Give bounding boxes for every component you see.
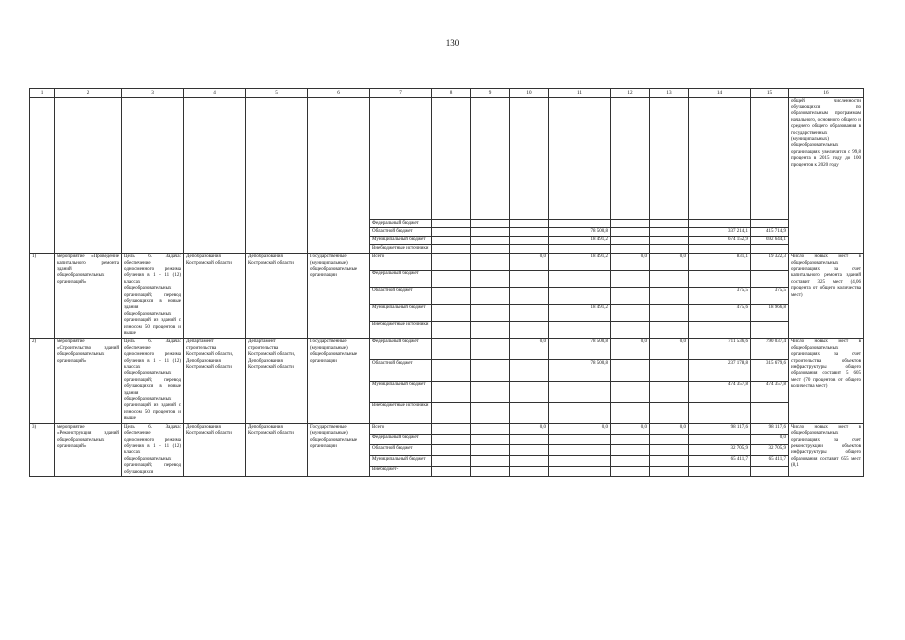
value-cell: 415 714,9: [751, 228, 789, 236]
empty-cell: [184, 98, 246, 254]
value-cell: 790 037,4: [751, 338, 789, 359]
column-number: 5: [246, 89, 308, 98]
row-number: 3): [30, 424, 55, 477]
empty-cell: [471, 98, 510, 220]
empty-cell: [432, 381, 471, 402]
empty-cell: [370, 98, 432, 220]
value-cell: 19 322,3: [751, 253, 789, 270]
value-cell: [510, 287, 549, 304]
empty-cell: [471, 253, 510, 270]
value-cell: [549, 321, 611, 338]
value-cell: 0,0: [751, 434, 789, 445]
column-number: 6: [308, 89, 370, 98]
value-cell: [549, 287, 611, 304]
empty-cell: [471, 360, 510, 381]
value-cell: [650, 445, 689, 456]
table-cell: [510, 245, 549, 253]
page-number: 130: [445, 38, 460, 48]
funding-source: Муниципальный бюджет: [370, 381, 432, 402]
empty-cell: [432, 338, 471, 359]
table-cell: [510, 236, 549, 244]
table-row: [30, 253, 864, 270]
value-cell: [549, 270, 611, 287]
value-cell: 0,0: [549, 424, 611, 435]
value-cell: [510, 321, 549, 338]
empty-cell: [471, 287, 510, 304]
table-cell: [611, 236, 650, 244]
value-cell: 65 411,7: [751, 456, 789, 467]
result-text: Число новых мест в общеобразовательных организациях за счет реконструкции объектов инфраструктуры общего образования составит 655 мест (8,1: [789, 424, 864, 477]
value-cell: 0,0: [611, 424, 650, 435]
value-cell: 474 357,8: [689, 381, 751, 402]
empty-cell: [432, 321, 471, 338]
budget-table: [29, 88, 864, 477]
table-row: [30, 424, 864, 435]
executor-text: Департамент строительства Костромской области, Депобразования Костромской области: [246, 338, 308, 423]
measure-name: мероприятие «Реконструкция зданий общеобразовательных организаций»: [55, 424, 122, 477]
empty-cell: [549, 98, 611, 220]
value-cell: [650, 287, 689, 304]
table-cell: [650, 220, 689, 228]
funding-source: Муниципальный бюджет: [370, 236, 432, 244]
value-cell: [510, 381, 549, 402]
value-cell: [751, 466, 789, 477]
value-cell: 78 500,8: [549, 360, 611, 381]
empty-cell: [432, 360, 471, 381]
row-number: 2): [30, 338, 55, 423]
value-cell: [751, 245, 789, 253]
table-cell: [432, 236, 471, 244]
result-text: общей численности обучающихся по образовательным программам начального, основного общего и среднего общего образования в государственных (муниципальных) общеобразовательных организациях увеличится с 99,8 процента в 2015 году до 100 процентов к 2020 году: [789, 98, 864, 254]
customer-text: Департамент строительства Костромской области, Депобразования Костромской области: [184, 338, 246, 423]
value-cell: [751, 220, 789, 228]
value-cell: [751, 402, 789, 423]
value-cell: [689, 466, 751, 477]
funding-source: Областной бюджет: [370, 445, 432, 456]
empty-cell: [471, 321, 510, 338]
value-cell: [549, 456, 611, 467]
value-cell: [650, 270, 689, 287]
table-cell: [611, 245, 650, 253]
table-cell: [432, 245, 471, 253]
executor-text: Депобразования Костромской области: [246, 424, 308, 477]
column-number-row: [30, 89, 864, 98]
customer-text: Депобразования Костромской области: [184, 253, 246, 338]
column-number: 12: [611, 89, 650, 98]
result-text: Число новых мест в общеобразовательных организациях за счет строительства объектов инфраструктуры общего образования составит 5 605 мест (70 процентов от общего количества мест): [789, 338, 864, 423]
column-number: 3: [122, 89, 184, 98]
value-cell: [611, 456, 650, 467]
value-cell: [650, 434, 689, 445]
value-cell: [611, 381, 650, 402]
empty-cell: [471, 402, 510, 423]
funding-source: Федеральный бюджет: [370, 270, 432, 287]
empty-cell: [471, 456, 510, 467]
empty-cell: [432, 424, 471, 435]
recipient-text: Государственные (муниципальные) общеобразовательные организации: [308, 253, 370, 338]
funding-source: Внебюджетные источники: [370, 245, 432, 253]
value-cell: 0,0: [611, 338, 650, 359]
value-cell: 98 117,6: [751, 424, 789, 435]
value-cell: 674 152,9: [689, 236, 751, 244]
table-cell: [471, 220, 510, 228]
empty-cell: [432, 434, 471, 445]
value-cell: 0,0: [510, 253, 549, 270]
value-cell: 831,1: [689, 253, 751, 270]
empty-cell: [471, 381, 510, 402]
value-cell: [510, 304, 549, 321]
value-cell: 18 491,2: [549, 253, 611, 270]
value-cell: [611, 304, 650, 321]
value-cell: [549, 381, 611, 402]
value-cell: [650, 456, 689, 467]
empty-cell: [471, 304, 510, 321]
value-cell: [689, 270, 751, 287]
column-number: 9: [471, 89, 510, 98]
empty-cell: [122, 98, 184, 254]
value-cell: [689, 434, 751, 445]
empty-cell: [55, 98, 122, 254]
value-cell: 78 500,8: [549, 228, 611, 236]
value-cell: [549, 402, 611, 423]
value-cell: [650, 360, 689, 381]
column-number: 1: [30, 89, 55, 98]
funding-source: Всего: [370, 424, 432, 435]
value-cell: 375,5: [751, 287, 789, 304]
value-cell: [549, 466, 611, 477]
table-cell: [432, 220, 471, 228]
value-cell: 98 117,6: [689, 424, 751, 435]
value-cell: 32 705,9: [689, 445, 751, 456]
value-cell: [611, 434, 650, 445]
table-cell: [471, 236, 510, 244]
table-cell: [432, 228, 471, 236]
value-cell: [510, 402, 549, 423]
value-cell: [510, 445, 549, 456]
empty-cell: [432, 402, 471, 423]
value-cell: [510, 360, 549, 381]
value-cell: 0,0: [650, 253, 689, 270]
empty-cell: [30, 98, 55, 254]
value-cell: 65 411,7: [689, 456, 751, 467]
column-number: 13: [650, 89, 689, 98]
empty-cell: [432, 466, 471, 477]
column-number: 4: [184, 89, 246, 98]
value-cell: [689, 220, 751, 228]
value-cell: [549, 245, 611, 253]
funding-source: Федеральный бюджет: [370, 220, 432, 228]
value-cell: [751, 270, 789, 287]
table-row: [30, 338, 864, 359]
value-cell: [650, 381, 689, 402]
empty-cell: [432, 445, 471, 456]
column-number: 8: [432, 89, 471, 98]
value-cell: 78 500,8: [549, 338, 611, 359]
value-cell: [510, 456, 549, 467]
funding-source: Всего: [370, 253, 432, 270]
value-cell: [689, 321, 751, 338]
column-number: 10: [510, 89, 549, 98]
empty-cell: [246, 98, 308, 254]
empty-cell: [432, 270, 471, 287]
empty-cell: [510, 98, 549, 220]
empty-cell: [471, 434, 510, 445]
value-cell: [510, 434, 549, 445]
column-number: 14: [689, 89, 751, 98]
empty-cell: [432, 253, 471, 270]
value-cell: 0,0: [510, 424, 549, 435]
empty-cell: [471, 466, 510, 477]
funding-source: Внебюджетные источники: [370, 321, 432, 338]
value-cell: [611, 287, 650, 304]
empty-cell: [432, 287, 471, 304]
funding-source: Муниципальный бюджет: [370, 304, 432, 321]
value-cell: [549, 445, 611, 456]
row-number: 1): [30, 253, 55, 338]
column-number: 11: [549, 89, 611, 98]
table-row: [30, 98, 864, 220]
goal-text: Цель 6. Задача: обеспечение односменного режима обучения в 1 - 11 (12) классах общеобразовательных организаций; перевод обучающихся в новые здания общеобразовательных организаций из зданий с износом 50 процентов и выше: [122, 338, 184, 423]
funding-source: Областной бюджет: [370, 287, 432, 304]
value-cell: [549, 220, 611, 228]
recipient-text: Государственные (муниципальные) общеобразовательные организации: [308, 424, 370, 477]
value-cell: 375,5: [689, 287, 751, 304]
value-cell: 711 536,6: [689, 338, 751, 359]
value-cell: [611, 321, 650, 338]
value-cell: [751, 321, 789, 338]
value-cell: 475,6: [689, 304, 751, 321]
value-cell: [650, 321, 689, 338]
recipient-text: Государственные (муниципальные) общеобразовательные организации: [308, 338, 370, 423]
value-cell: [611, 360, 650, 381]
goal-text: Цель 6. Задача: обеспечение односменного режима обучения в 1 - 11 (12) классах общеобразовательных организаций; перевод обучающихся: [122, 424, 184, 477]
empty-cell: [689, 98, 751, 220]
table-cell: [510, 228, 549, 236]
table-cell: [650, 236, 689, 244]
column-number: 15: [751, 89, 789, 98]
empty-cell: [432, 304, 471, 321]
table-cell: [611, 228, 650, 236]
table-cell: [510, 220, 549, 228]
table-cell: [650, 228, 689, 236]
value-cell: [689, 402, 751, 423]
value-cell: 32 705,9: [751, 445, 789, 456]
measure-name: мероприятие «Строительство зданий общеобразовательных организаций»: [55, 338, 122, 423]
value-cell: [510, 270, 549, 287]
value-cell: 18 966,8: [751, 304, 789, 321]
value-cell: 0,0: [510, 338, 549, 359]
column-number: 2: [55, 89, 122, 98]
table-cell: [471, 245, 510, 253]
result-text: Число новых мест в общеобразовательных организациях за счет капитального ремонта зданий составит 325 мест (4,06 процента от общего количества мест): [789, 253, 864, 338]
empty-cell: [471, 338, 510, 359]
funding-source: Федеральный бюджет: [370, 338, 432, 359]
value-cell: 18 491,2: [549, 304, 611, 321]
value-cell: [650, 466, 689, 477]
column-number: 7: [370, 89, 432, 98]
value-cell: [510, 466, 549, 477]
empty-cell: [308, 98, 370, 254]
value-cell: 237 178,8: [689, 360, 751, 381]
empty-cell: [471, 424, 510, 435]
funding-source: Внебюджет-: [370, 466, 432, 477]
table-cell: [471, 228, 510, 236]
value-cell: 0,0: [650, 338, 689, 359]
value-cell: [689, 245, 751, 253]
funding-source: Муниципальный бюджет: [370, 456, 432, 467]
value-cell: 474 357,8: [751, 381, 789, 402]
value-cell: 0,0: [611, 253, 650, 270]
value-cell: 18 491,2: [549, 236, 611, 244]
value-cell: [611, 402, 650, 423]
measure-name: мероприятие «Проведение капитального ремонта зданий общеобразовательных организаций»: [55, 253, 122, 338]
goal-text: Цель 6. Задача: обеспечение односменного режима обучения в 1 - 11 (12) классах общеобразовательных организаций; перевод обучающихся в новые здания общеобразовательных организаций из зданий с износом 50 процентов и выше: [122, 253, 184, 338]
value-cell: 692 644,1: [751, 236, 789, 244]
value-cell: 337 214,1: [689, 228, 751, 236]
value-cell: [549, 434, 611, 445]
empty-cell: [611, 98, 650, 220]
value-cell: [650, 304, 689, 321]
empty-cell: [650, 98, 689, 220]
empty-cell: [432, 456, 471, 467]
value-cell: [611, 466, 650, 477]
funding-source: Федеральный бюджет: [370, 434, 432, 445]
empty-cell: [432, 98, 471, 220]
value-cell: [611, 270, 650, 287]
table-cell: [611, 220, 650, 228]
value-cell: [650, 402, 689, 423]
funding-source: Внебюджетные источники: [370, 402, 432, 423]
value-cell: 0,0: [650, 424, 689, 435]
executor-text: Депобразования Костромской области: [246, 253, 308, 338]
empty-cell: [751, 98, 789, 220]
funding-source: Областной бюджет: [370, 360, 432, 381]
funding-source: Областной бюджет: [370, 228, 432, 236]
table-cell: [650, 245, 689, 253]
empty-cell: [471, 445, 510, 456]
customer-text: Депобразования Костромской области: [184, 424, 246, 477]
value-cell: 315 679,6: [751, 360, 789, 381]
value-cell: [611, 445, 650, 456]
column-number: 16: [789, 89, 864, 98]
empty-cell: [471, 270, 510, 287]
